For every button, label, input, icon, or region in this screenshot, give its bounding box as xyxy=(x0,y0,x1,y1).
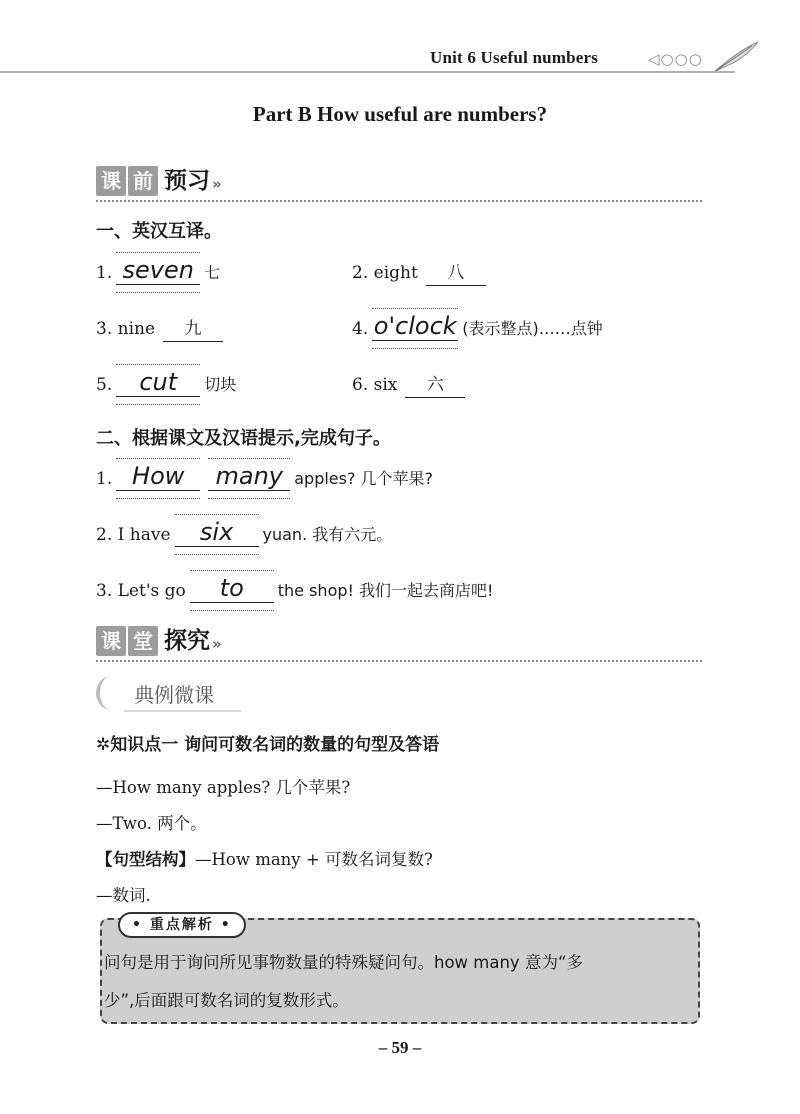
answer-blank: six xyxy=(175,521,259,547)
double-arrow-icon: » xyxy=(212,175,222,193)
question-heading: 一、英汉互译。 xyxy=(96,221,222,242)
translation-item: 4. o'clock (表示整点)……点钟 xyxy=(352,312,603,340)
translation-item: 1. seven 七 xyxy=(96,256,221,284)
sentence-item: 3. Let's go to the shop! 我们一起去商店吧! xyxy=(96,574,494,602)
banner-title: 预习 xyxy=(164,168,210,194)
structure-label: 【句型结构】 xyxy=(96,850,195,869)
section-banner-preview xyxy=(96,166,702,202)
example-line: —数词. xyxy=(96,886,151,905)
banner-rule xyxy=(96,200,702,202)
answer-blank: 八 xyxy=(426,260,486,286)
banner-box: 前 xyxy=(128,166,158,196)
translation-item: 2. eight 八 xyxy=(352,256,490,290)
sentence-item: 2. I have six yuan. 我有六元。 xyxy=(96,518,393,546)
sentence-item: 1. How many apples? 几个苹果? xyxy=(96,462,434,490)
page-number: – 59 – xyxy=(378,1038,422,1057)
part-title: Part B How useful are numbers? xyxy=(252,102,548,126)
key-point-text: 少”,后面跟可数名词的复数形式。 xyxy=(104,991,349,1010)
example-line: —Two. 两个。 xyxy=(96,814,207,833)
example-subheading: 典例微课 xyxy=(96,674,241,712)
banner-title: 探究 xyxy=(164,628,210,654)
answer-blank: to xyxy=(190,577,274,603)
example-line: —How many apples? 几个苹果? xyxy=(96,778,351,797)
key-point-text: 问句是用于询问所见事物数量的特殊疑问句。how many 意为“多 xyxy=(104,953,583,972)
answer-blank: seven xyxy=(116,259,200,285)
banner-box: 课 xyxy=(96,626,126,656)
banner-box: 堂 xyxy=(128,626,158,656)
translation-item: 3. nine 九 xyxy=(96,312,227,346)
header-decoration: ◁○○○ xyxy=(648,50,703,68)
structure-line: 【句型结构】—How many + 可数名词复数? xyxy=(96,850,433,869)
translation-item: 5. cut 切块 xyxy=(96,368,237,396)
section-banner-explore xyxy=(96,626,702,662)
running-header-title: Unit 6 Useful numbers xyxy=(430,48,599,67)
answer-blank: 九 xyxy=(163,316,223,342)
answer-blank: o'clock xyxy=(373,312,457,340)
banner-rule xyxy=(96,660,702,662)
double-arrow-icon: » xyxy=(212,635,222,653)
crescent-icon xyxy=(96,676,126,710)
answer-blank: How xyxy=(116,465,200,491)
banner-box: 课 xyxy=(96,166,126,196)
header-rule xyxy=(0,71,735,73)
question-heading: 二、根据课文及汉语提示,完成句子。 xyxy=(96,428,391,449)
answer-blank: cut xyxy=(116,371,200,397)
answer-blank: many xyxy=(208,465,290,491)
key-point-label: • 重点解析 • xyxy=(118,912,246,938)
answer-blank: 六 xyxy=(405,372,465,398)
feather-icon xyxy=(712,40,760,74)
translation-item: 6. six 六 xyxy=(352,368,469,402)
knowledge-point-heading: ✲知识点一 询问可数名词的数量的句型及答语 xyxy=(96,735,440,755)
